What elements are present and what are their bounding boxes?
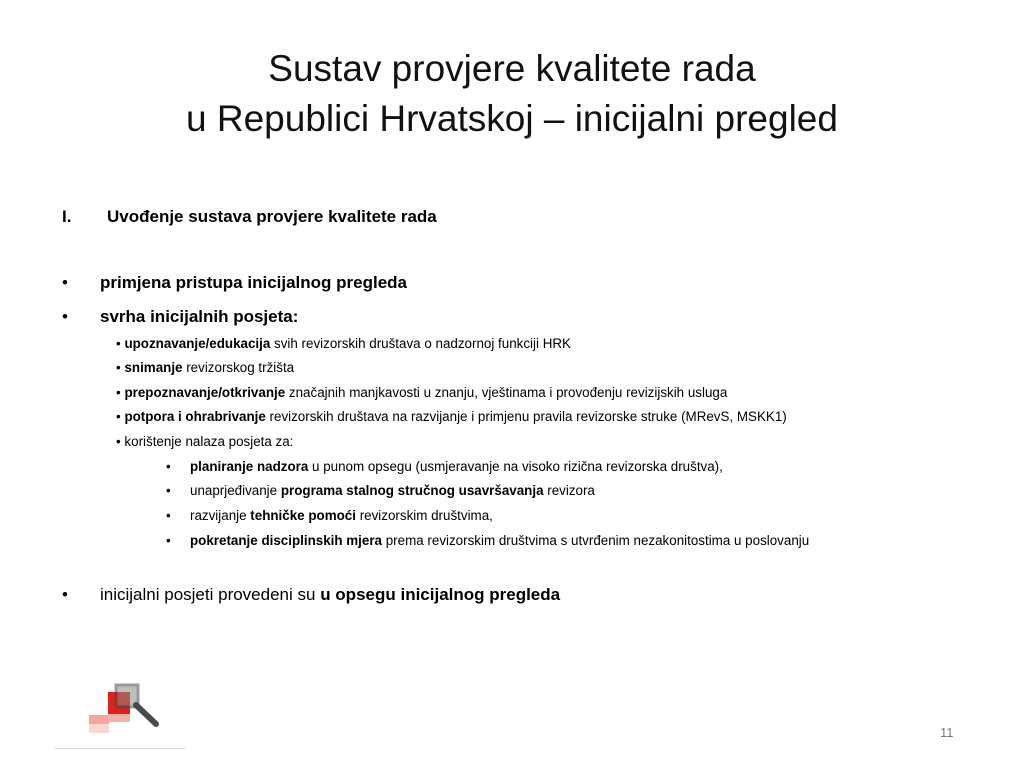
purpose-bold: prepoznavanje/otkrivanje [124,385,286,400]
page-number: 11 [940,725,954,740]
hrk-logo [86,680,166,740]
purpose-text: svih revizorskih društava o nadzornoj funkciji HRK [270,336,571,351]
use-item [166,483,595,498]
footer-divider [54,748,186,749]
title-line-2: u Republici Hrvatskoj – inicijalni pregled [186,98,838,139]
bullet-dot: • [116,434,121,449]
use-item [166,459,723,474]
use-bold: planiranje nadzora [190,459,309,474]
bullet-item [62,307,298,327]
use-text: unaprjeđivanje [190,483,281,498]
use-bold: programa stalnog stručnog usavršavanja [280,483,544,498]
section-heading [62,207,437,227]
purpose-text: korištenje nalaza posjeta za: [120,434,294,449]
purpose-item [116,336,571,351]
logo-red-fade [108,714,130,722]
use-bold: tehničke pomoći [250,508,356,523]
section-number: I. [62,207,72,226]
purpose-bold: upoznavanje/edukacija [124,336,271,351]
bullet-item [62,585,560,605]
use-text: revizorskim društvima, [355,508,493,523]
purpose-item [116,409,787,424]
use-text: razvijanje [190,508,251,523]
use-item [166,508,493,523]
bullet-dot: • [166,483,171,498]
use-bold: pokretanje disciplinskih mjera [190,533,383,548]
use-text: u punom opsegu (usmjeravanje na visoko rizična revizorska društva), [308,459,723,474]
bullet-bold: u opsegu inicijalnog pregleda [320,585,561,604]
title-line-1: Sustav provjere kvalitete rada [268,48,756,89]
purpose-bold: potpora i ohrabrivanje [124,409,266,424]
magnifier-handle [136,705,156,724]
bullet-item [62,273,407,293]
bullet-dot: • [116,360,121,375]
bullet-dot: • [166,533,171,548]
bullet-text: primjena pristupa inicijalnog pregleda [100,273,408,292]
bullet-dot: • [62,585,68,604]
use-text: prema revizorskim društvima s utvrđenim nezakonitostima u poslovanju [382,533,810,548]
purpose-text: značajnih manjkavosti u znanju, vještinama i provođenju revizijskih usluga [285,385,728,400]
purpose-item [116,434,293,449]
use-item [166,533,809,548]
bullet-dot: • [116,409,121,424]
bullet-dot: • [62,307,68,326]
slide-title [0,44,1024,144]
bullet-dot: • [116,336,121,351]
section-title: Uvođenje sustava provjere kvalitete rada [107,207,437,226]
bullet-dot: • [166,459,171,474]
purpose-text: revizorskog tržišta [182,360,295,375]
purpose-bold: snimanje [124,360,183,375]
logo-light-fade [89,724,109,733]
bullet-dot: • [116,385,121,400]
use-text: revizora [543,483,595,498]
purpose-text: revizorskih društava na razvijanje i primjenu pravila revizorske struke (MRevS, MSKK1) [265,409,787,424]
bullet-dot: • [62,273,68,292]
bullet-text: inicijalni posjeti provedeni su [100,585,321,604]
purpose-item [116,360,294,375]
bullet-text: svrha inicijalnih posjeta: [100,307,299,326]
purpose-item [116,385,727,400]
bullet-dot: • [166,508,171,523]
